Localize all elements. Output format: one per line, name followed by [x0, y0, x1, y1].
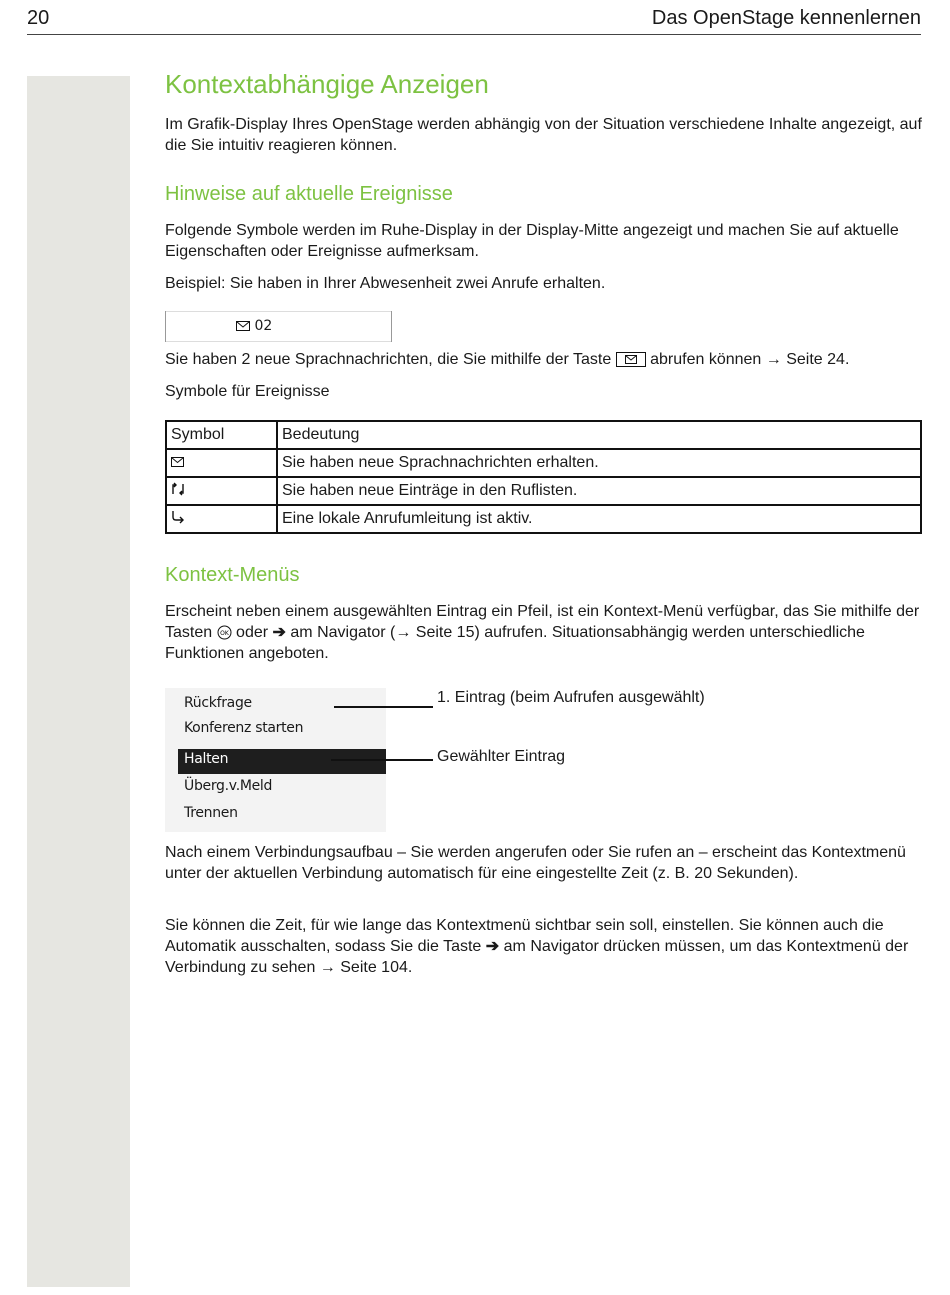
voicemail-text-a: Sie haben 2 neue Sprachnachrichten, die Sie mithilfe der Taste: [165, 351, 612, 368]
voicemail-envelope-icon: [171, 457, 184, 467]
running-header: Das OpenStage kennenlernen: [651, 7, 921, 29]
connection-paragraph: Nach einem Verbindungsaufbau – Sie werden angerufen oder Sie rufen an – erscheint das Kontextmenü unter der aktuellen Verbindung automatisch für eine eingestellte Zeit (z. B. 20 Sekunden).: [165, 844, 906, 882]
table-header-row: [166, 421, 921, 449]
intro-paragraph: Im Grafik-Display Ihres OpenStage werden abhängig von der Situation verschiedene Inhalte angezeigt, auf die Sie intuitiv reagieren können.: [165, 116, 922, 154]
page-reference-104[interactable]: Seite 104.: [340, 959, 413, 976]
call-list-arrows-icon: [171, 482, 185, 496]
svg-text:OK: OK: [219, 630, 229, 638]
table-row: [166, 449, 921, 477]
idle-display-sample: [165, 311, 392, 342]
voicemail-paragraph: [165, 349, 922, 370]
page-number: 20: [27, 7, 50, 29]
voicemail-text-b: abrufen können: [650, 351, 762, 368]
callout-line-first: [334, 706, 433, 708]
context-menus-paragraph: Erscheint neben einem ausgewählten Eintrag ein Pfeil, ist ein Kontext-Menü verfügbar, das Sie mithilfe der Tasten OK oder ➔ am Navigator (→ Seite 15) aufrufen. Situationsabhängig werden unterschiedliche Funktionen angeboten.: [165, 603, 920, 662]
events-heading: Hinweise auf aktuelle Ereignisse: [165, 183, 453, 205]
menu-item-rueckfrage[interactable]: Rückfrage: [184, 695, 252, 711]
table-row: [166, 505, 921, 533]
menu-item-uebergabe[interactable]: Überg.v.Meld: [184, 778, 273, 794]
table-cell-meaning: Eine lokale Anrufumleitung ist aktiv.: [277, 505, 921, 533]
header-rule: [27, 34, 921, 35]
table-header-meaning: Bedeutung: [277, 421, 921, 449]
ok-key-icon: [217, 625, 232, 640]
side-margin-column: [27, 76, 130, 1287]
callout-first-entry: 1. Eintrag (beim Aufrufen ausgewählt): [437, 689, 705, 706]
menu-item-trennen[interactable]: Trennen: [184, 805, 238, 821]
menu-item-konferenz[interactable]: Konferenz starten: [184, 720, 304, 736]
table-cell-meaning: Sie haben neue Einträge in den Ruflisten.: [277, 477, 921, 505]
example-paragraph: Beispiel: Sie haben in Ihrer Abwesenheit zwei Anrufe erhalten.: [165, 275, 606, 292]
context-menus-heading: Kontext-Menüs: [165, 564, 300, 586]
section-title: Kontextabhängige Anzeigen: [165, 69, 489, 99]
table-cell-meaning: Sie haben neue Sprachnachrichten erhalten.: [277, 449, 921, 477]
table-row: [166, 477, 921, 505]
events-paragraph: Folgende Symbole werden im Ruhe-Display in der Display-Mitte angezeigt und machen Sie auf aktuelle Eigenschaften oder Ereignisse aufmerksam.: [165, 222, 899, 260]
table-caption: Symbole für Ereignisse: [165, 383, 330, 400]
table-header-symbol: Symbol: [166, 421, 277, 449]
arrow-right-icon: →: [319, 959, 336, 976]
mailbox-key-icon: [616, 352, 646, 367]
menu-item-halten[interactable]: Halten: [184, 751, 229, 767]
navigator-right-arrow-icon: ➔: [272, 624, 286, 641]
callout-line-selected: [331, 759, 433, 761]
voicemail-count: 02: [254, 318, 273, 334]
page-reference-24[interactable]: Seite 24.: [786, 351, 850, 368]
voicemail-envelope-icon: [236, 321, 250, 331]
arrow-right-icon: →: [395, 624, 412, 641]
navigator-right-arrow-icon: ➔: [485, 938, 500, 955]
event-symbols-table: [165, 420, 922, 534]
callout-selected-entry: Gewählter Eintrag: [437, 748, 566, 765]
automatic-paragraph: Sie können die Zeit, für wie lange das Kontextmenü sichtbar sein soll, einstellen. Sie können auch die Automatik ausschalten, sodass Sie die Taste ➔ am Navigator drücken müssen, um das Kontextmenü der Verbindung zu sehen → Seite 104.: [165, 917, 909, 976]
arrow-right-icon: →: [765, 351, 782, 368]
call-forwarding-icon: [171, 510, 185, 524]
